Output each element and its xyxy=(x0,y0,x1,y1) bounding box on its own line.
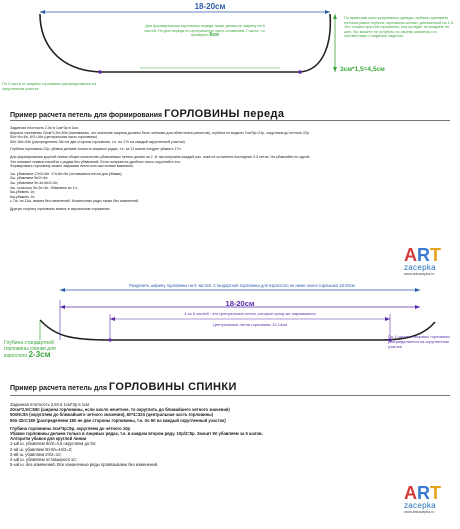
section1-line: Ширина горловины 20см*2,5п=50п (напоминаю, что значение ширина должны быть четными для облегчения расчетов), глубина по модели 7см*3р=21р, округляем до четного 22р xyxy=(10,130,309,135)
section1-line: Для формирования круглой линии общее количество убавляемых петель делим на 2. И так получаем каждый раз, пока не останется последние 2-3 петли. На убавляйте по одной. xyxy=(10,154,311,159)
section1-line: Глубина горловины 22р, убавки делаем только в лицевых рядах, т.е. за 11 шагов следует убавить 17п. xyxy=(10,147,182,152)
section2-title-main: ГОРЛОВИНЫ СПИНКИ xyxy=(108,381,237,393)
section1-line: 4ш. осталось 5п-2п=3п. Убавляем по 1п; xyxy=(10,185,78,190)
logo-url-bottom: www.artzacepka.ru xyxy=(404,510,435,514)
back-width-label: 18-20см xyxy=(225,299,255,308)
logo-zacepka-top: zacepka xyxy=(404,263,436,272)
back-left-note xyxy=(4,340,84,359)
logo-top xyxy=(404,246,458,276)
front-center-note-text: Для формирования горловины переда также делим ее ширину на 6 частей. Но для переда не центральную часть оставляем 2 части, т.е. примерно xyxy=(143,24,267,38)
back-center-note-2: Центральные петли горловины 12-14см xyxy=(212,322,287,327)
back-left-note-value: 2-3см xyxy=(28,350,51,359)
section2-line: 5-ый ш. без изменений. Все изнаночные ряды провязываем без изменений. xyxy=(10,462,159,468)
front-center-note-value: 6см xyxy=(209,32,219,39)
section1-line: 2ш. убавляем 9п/2=4п; xyxy=(10,176,49,181)
section1-line: Формировать горловину можно закрывая петли или частичным вязанием. xyxy=(10,164,134,169)
section2-body xyxy=(10,402,460,467)
section2-line: Глубина горловины 3см*3р=9р, округляем до четного 10р xyxy=(10,425,131,431)
section2-line: 20см*2,5п=50п (ширина горловины, если число нечетное, то округлить до ближайшего четного значения) xyxy=(10,407,230,413)
section1-line: Заданная плотность 2,5п в 1см*3р в 1см. xyxy=(10,126,79,130)
section2-line: Заданная плотность 2,5п в 1см*3р в 1см xyxy=(10,402,90,407)
logo-art-top: ART xyxy=(404,245,441,265)
logo-url-top: www.artzacepka.ru xyxy=(404,272,435,276)
section1-line: Это поможет плавно перейти к рядам без убавлений. Если получается дробное число округляйте его. xyxy=(10,159,181,164)
back-left-note-3 xyxy=(4,352,84,359)
section2-line: 4-ый ш. убавляем оставшуюся 1п; xyxy=(10,457,77,463)
section1-line: 6ш.убавить 1п; xyxy=(10,194,36,199)
back-top-note: Разделить ширину горловины на 6 частей. Стандартная горловина для взрослого не ниже около горлышка 18-20см xyxy=(129,283,355,288)
section1-title-prefix: Пример расчета петель для формирования xyxy=(10,112,163,119)
back-left-note-1: Глубина стандартной xyxy=(4,340,54,346)
back-center-note-1: 4 из 6 частей - это центральные петли, которые сразу же закрываются xyxy=(184,311,316,316)
section2-underline xyxy=(10,395,450,396)
section2-line: 50п-32п=18п (распределяем 18п не две стороны горловины, т.е. по 9п на каждый скругленный участок) xyxy=(10,417,226,423)
section2-line: 3-ий ш. убавляем 2п/2=1п; xyxy=(10,451,62,457)
back-right-note: По 1 части от ширины горловины распределяются на скругленном участке xyxy=(388,334,450,349)
back-left-note-3-text: взрослого xyxy=(4,353,28,359)
back-left-note-2: горловины спинки для xyxy=(4,346,56,352)
front-right-note: По правилам конструирования одежды глубина горловины полочки равна глубине горловины спинки, умноженной на 1,5. Это сложно круглой горловины, она пройдет по впадине на шее. Вы можете не углубить по своему желанию и в соответствии с моделью изделия. xyxy=(344,16,454,39)
section2-title-prefix: Пример расчета петель для xyxy=(10,385,107,392)
section1-line: Другую сторону горловины вязать в зеркальном отражении. xyxy=(10,206,111,211)
logo-bottom xyxy=(404,484,458,514)
section2-line: Алгоритм убавок для круглой линии xyxy=(10,436,87,442)
section2-line: 1-ый ш. убавляем 9п/2=4,5 округляем до 5п; xyxy=(10,441,97,447)
section2-line: Убавки горловины делаем только в лицевых рядах, т.е. в каждом втором ряду. 10р/2=5р. Значит 9п убавляем за 5 шагов. xyxy=(10,431,263,437)
section1-line: 1ш. убавляем 17п/2=8п. 17п-8п=9п (оставшиеся петли для убавки); xyxy=(10,171,123,176)
logo-art-bottom: ART xyxy=(404,483,441,503)
section2-line: 50п/6=8п (округляем до ближайшего четного значения), 8п*4=32п (центральная часть горловины) xyxy=(10,412,214,418)
section1-line: 50п-16п=34п (распределяем 34п не две стороны горловины, т.е. по 17п на каждый скругленный участок) xyxy=(10,139,185,144)
front-depth-label: 3см*1,5=4,5см xyxy=(340,66,385,73)
section2-line: 2-ой ш. убавляем 9п-5п=4п/2=2; xyxy=(10,446,73,452)
section1-line: с 7ш. по 11ш. вяжем без изменений. Изнаночные ряды также без изменений. xyxy=(10,199,140,204)
front-width-label: 18-20см xyxy=(194,2,226,11)
section1-line: 5ш.убавить 1п; xyxy=(10,190,36,195)
front-left-note: По 2 части от ширины горловины распределяются на скругленном участке xyxy=(2,82,97,91)
logo-zacepka-bottom: zacepka xyxy=(404,501,436,510)
section2-title xyxy=(10,381,237,393)
section1-title-main: ГОРЛОВИНЫ переда xyxy=(164,108,285,120)
section1-line: 3ш. убавляем 9п-4п-5п/2=2п; xyxy=(10,180,59,185)
section1-line: 50п÷6ч=8п, 8*2=16п (центральная часть горловины) xyxy=(10,135,98,140)
